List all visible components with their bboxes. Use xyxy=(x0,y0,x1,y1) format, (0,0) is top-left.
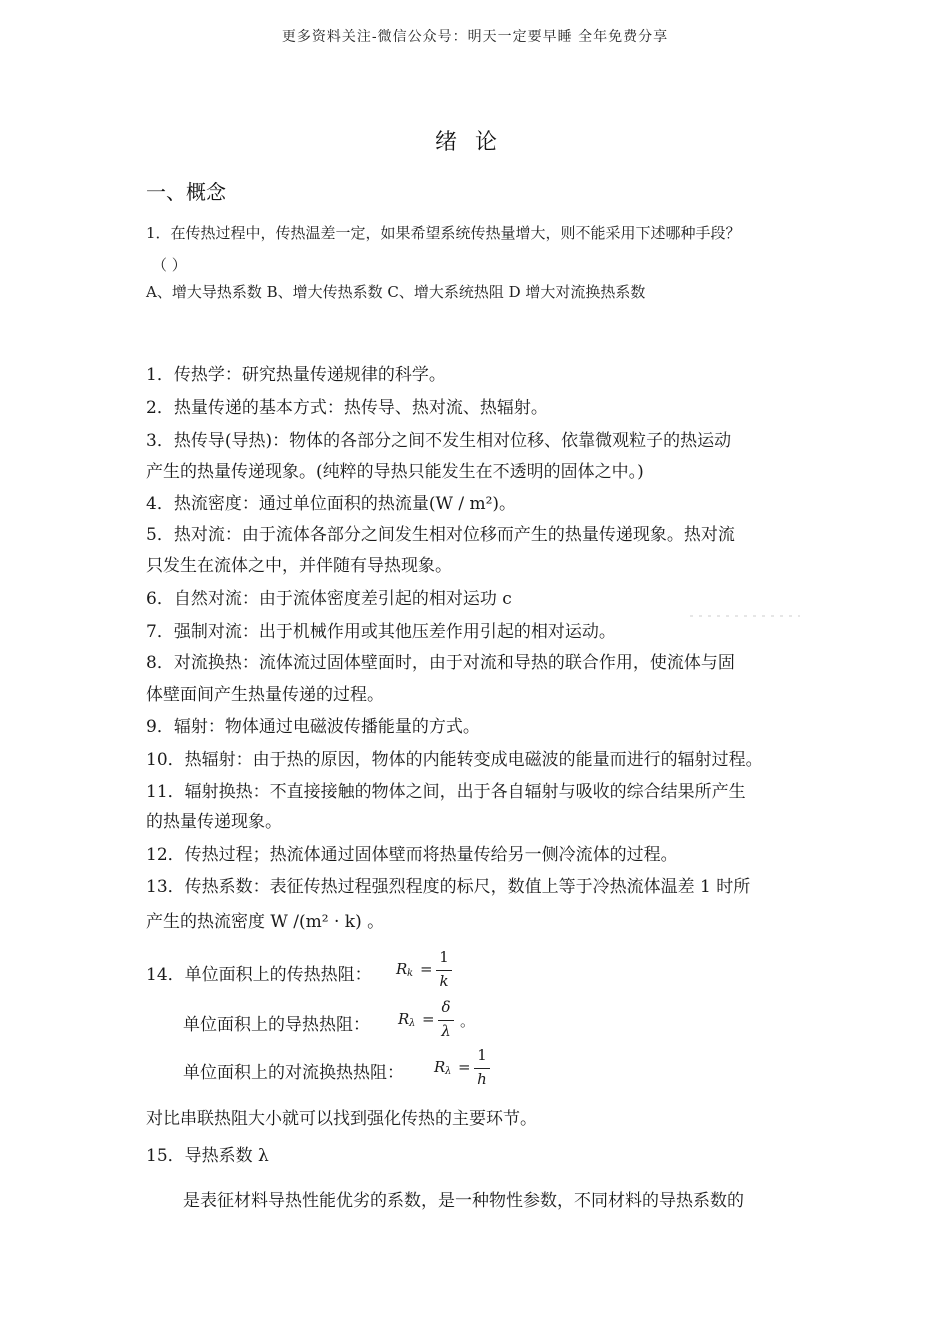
definition-line: 对比串联热阻大小就可以找到强化传热的主要环节。 xyxy=(146,1109,537,1129)
formula-lhs: R xyxy=(396,960,408,978)
definition-line: 4．热流密度：通过单位面积的热流量(W / m²)。 xyxy=(146,494,517,514)
definition-line: 7．强制对流：出于机械作用或其他压差作用引起的相对运动。 xyxy=(146,622,616,642)
definition-line: 8．对流换热：流体流过固体壁面时，由于对流和导热的联合作用，使流体与固 xyxy=(146,653,735,673)
fraction-bar xyxy=(474,1068,490,1069)
definition-line: 13．传热系数：表征传热过程强烈程度的标尺，数值上等于冷热流体温差 1 时所 xyxy=(146,877,751,897)
section-heading: 一、概念 xyxy=(146,180,226,204)
formula-sub: λ xyxy=(445,1066,452,1077)
definition-line: 9．辐射：物体通过电磁波传播能量的方式。 xyxy=(146,717,480,737)
fraction-denominator: k xyxy=(439,972,449,990)
formula-rh xyxy=(434,1046,514,1096)
formula-lhs: R xyxy=(434,1058,446,1076)
definition-line: 单位面积上的导热热阻： xyxy=(183,1015,370,1035)
fraction-numerator: 1 xyxy=(477,1046,487,1064)
definition-line: 2．热量传递的基本方式：热传导、热对流、热辐射。 xyxy=(146,398,548,418)
definition-line: 14．单位面积上的传热热阻： xyxy=(146,965,372,985)
definition-line: 5．热对流：由于流体各部分之间发生相对位移而产生的热量传递现象。热对流 xyxy=(146,525,735,545)
page-header: 更多资料关注-微信公众号：明天一定要早睡 全年免费分享 xyxy=(281,29,669,45)
fraction-numerator: 1 xyxy=(439,948,449,966)
definition-line: 3．热传导(导热)：物体的各部分之间不发生相对位移、依靠微观粒子的热运动 xyxy=(146,431,732,451)
formula-rk xyxy=(396,948,476,998)
formula-rl xyxy=(398,998,488,1048)
definition-line: 15．导热系数 λ xyxy=(146,1146,269,1166)
fraction-denominator: h xyxy=(477,1070,487,1088)
fraction-bar xyxy=(436,970,452,971)
definition-line: 产生的热量传递现象。(纯粹的导热只能发生在不透明的固体之中。) xyxy=(146,462,644,482)
definition-line: 只发生在流体之中，并伴随有导热现象。 xyxy=(146,556,452,576)
definition-line: 12．传热过程；热流体通过固体壁而将热量传给另一侧冷流体的过程。 xyxy=(146,845,678,865)
definition-line: 6．自然对流：由于流体密度差引起的相对运功 c xyxy=(146,589,512,609)
fraction-numerator: δ xyxy=(441,998,451,1016)
definition-line: 是表征材料导热性能优劣的系数，是一种物性参数，不同材料的导热系数的 xyxy=(183,1191,744,1211)
definition-line: 的热量传递现象。 xyxy=(146,812,282,832)
formula-eq: = xyxy=(458,1058,471,1076)
definition-line: 1．传热学：研究热量传递规律的科学。 xyxy=(146,365,446,385)
definition-line: 10．热辐射：由于热的原因，物体的内能转变成电磁波的能量而进行的辐射过程。 xyxy=(146,750,763,770)
page-title: 绪论 xyxy=(434,130,515,155)
formula-eq: = xyxy=(422,1010,435,1028)
fraction-bar xyxy=(438,1020,454,1021)
scan-smudge xyxy=(690,615,800,617)
fraction-denominator: λ xyxy=(441,1022,451,1040)
definition-line: 产生的热流密度 W /(m² · k) 。 xyxy=(146,912,385,932)
definition-line: 11．辐射换热：不直接接触的物体之间，出于各自辐射与吸收的综合结果所产生 xyxy=(146,782,746,802)
formula-tail: 。 xyxy=(460,1012,476,1030)
formula-sub: λ xyxy=(409,1018,416,1029)
question-options: A、增大导热系数 B、增大传热系数 C、增大系统热阻 D 增大对流换热系数 xyxy=(146,283,646,301)
definition-line: 体壁面间产生热量传递的过程。 xyxy=(146,685,384,705)
formula-sub: k xyxy=(407,968,414,979)
definition-line: 单位面积上的对流换热热阻： xyxy=(183,1063,404,1083)
formula-eq: = xyxy=(420,960,433,978)
question-stem: 1．在传热过程中，传热温差一定，如果希望系统传热量增大，则不能采用下述哪种手段？ xyxy=(146,224,741,242)
question-blank: （ ） xyxy=(152,256,187,274)
formula-lhs: R xyxy=(398,1010,410,1028)
